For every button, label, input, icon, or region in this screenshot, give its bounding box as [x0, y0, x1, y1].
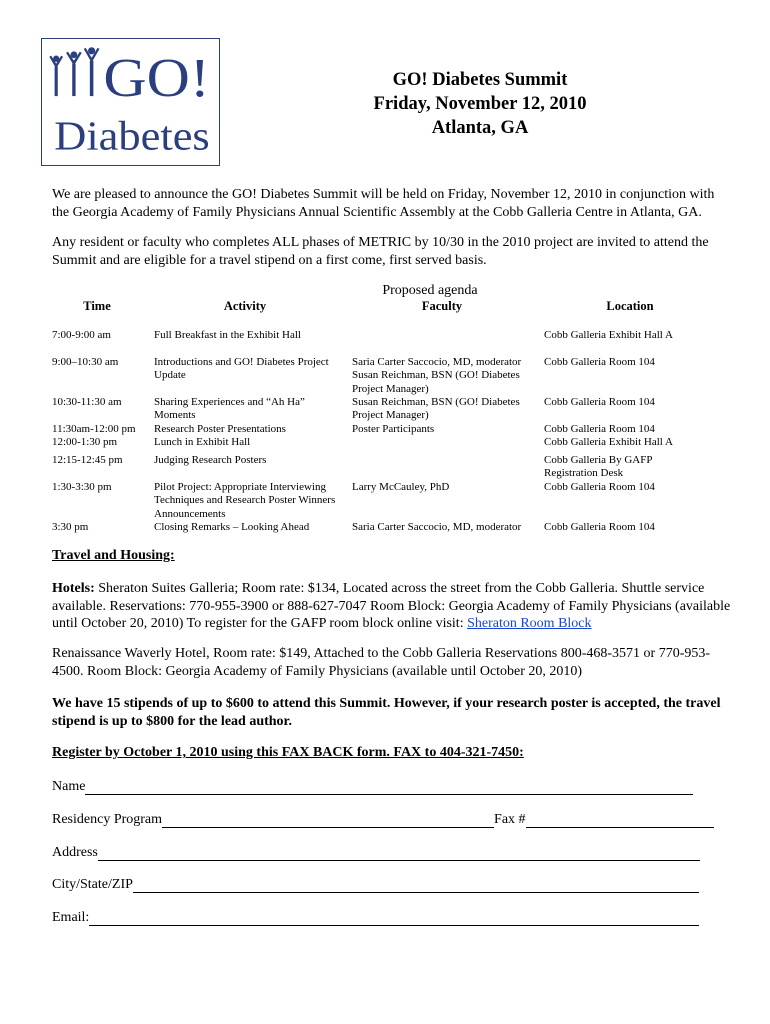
register-instruction: Register by October 1, 2010 using this FAX BACK form. FAX to 404-321-7450: [52, 745, 524, 760]
agenda-time: 10:30-11:30 am [52, 396, 122, 408]
email-input-line[interactable] [89, 913, 699, 926]
agenda-time: 12:00-1:30 pm [52, 436, 118, 448]
city-state-zip-field[interactable] [52, 875, 699, 893]
eligibility-paragraph: Any resident or faculty who completes ALL phases of METRIC by 10/30 in the 2010 project are invited to attend the Summit and are eligible for a travel stipend on a first come, first served basis. [52, 235, 709, 268]
fax-label: Fax # [494, 812, 526, 827]
residency-input-line[interactable] [162, 815, 494, 828]
agenda-activity: Closing Remarks – Looking Ahead [154, 521, 310, 533]
agenda-location: Cobb Galleria Room 104 [544, 521, 655, 533]
address-label: Address [52, 845, 98, 860]
agenda-activity: Lunch in Exhibit Hall [154, 436, 251, 448]
announcement-paragraph: We are pleased to announce the GO! Diabetes Summit will be held on Friday, November 12, 2010 in conjunction with the Georgia Academy of Family Physicians Annual Scientific Assembly at the Cobb Galleria Centre in Atlanta, GA. [52, 187, 715, 220]
hotels-label: Hotels: [52, 581, 95, 596]
agenda-location: Cobb Galleria Room 104 [544, 423, 655, 435]
agenda-time: 7:00-9:00 am [52, 329, 111, 341]
city-label: City/State/ZIP [52, 877, 133, 892]
city-input-line[interactable] [133, 880, 699, 893]
email-label: Email: [52, 910, 90, 925]
column-header-faculty: Faculty [421, 299, 463, 313]
agenda-location: Cobb Galleria Room 104 [544, 481, 655, 493]
agenda-time: 9:00–10:30 am [52, 356, 119, 368]
residency-program-field[interactable] [52, 810, 714, 828]
agenda-faculty: Susan Reichman, BSN (GO! Diabetes Project Manager) [352, 396, 520, 422]
go-diabetes-logo [41, 38, 220, 166]
logo-diabetes-text: Diabetes [54, 112, 210, 159]
agenda-time: 11:30am-12:00 pm [52, 423, 136, 435]
column-header-time: Time [83, 299, 111, 313]
logo-go-text: GO! [103, 47, 210, 109]
agenda-faculty: Saria Carter Saccocio, MD, moderator [352, 521, 522, 533]
fax-input-line[interactable] [526, 815, 714, 828]
hotels-text: Sheraton Suites Galleria; Room rate: $134, Located across the street from the Cobb Galleria. Shuttle service available. Reservations: 770-955-3900 or 888-627-7047 Room Block: Georgia Academy of Family Physicians (available until October 20, 2010) To register for the GAFP room block online visit: [52, 581, 731, 631]
column-header-location: Location [606, 299, 654, 313]
agenda-activity: Sharing Experiences and “Ah Ha” Moments [154, 396, 305, 422]
name-label: Name [52, 779, 86, 794]
agenda-activity: Full Breakfast in the Exhibit Hall [154, 329, 301, 341]
event-date: Friday, November 12, 2010 [373, 94, 587, 114]
event-title: GO! Diabetes Summit [392, 70, 568, 90]
renaissance-paragraph: Renaissance Waverly Hotel, Room rate: $149, Attached to the Cobb Galleria Reservations 800-468-3571 or 770-953-4500. Room Block: Georgia Academy of Family Physicians (available until October 20, 2010) [52, 646, 711, 679]
stipend-paragraph: We have 15 stipends of up to $600 to attend this Summit. However, if your research poster is accepted, the travel stipend is up to $800 for the lead author. [52, 696, 721, 729]
agenda-location: Cobb Galleria By GAFP Registration Desk [544, 454, 653, 480]
agenda-activity: Judging Research Posters [154, 454, 267, 466]
agenda-faculty: Poster Participants [352, 423, 435, 435]
agenda-location: Cobb Galleria Room 104 [544, 396, 655, 408]
agenda-faculty: Saria Carter Saccocio, MD, moderator Susan Reichman, BSN (GO! Diabetes Project Manager) [352, 356, 522, 395]
name-field[interactable] [52, 777, 693, 795]
name-input-line[interactable] [85, 782, 693, 795]
agenda-activity: Pilot Project: Appropriate Interviewing Techniques and Research Poster Winners Announcements [154, 481, 336, 520]
sheraton-room-block-link[interactable]: Sheraton Room Block [467, 616, 592, 631]
address-input-line[interactable] [98, 848, 700, 861]
residency-label: Residency Program [52, 812, 163, 827]
agenda-time: 1:30-3:30 pm [52, 481, 112, 493]
agenda-activity: Introductions and GO! Diabetes Project Update [154, 356, 329, 382]
event-location: Atlanta, GA [431, 118, 529, 138]
agenda-caption: Proposed agenda [382, 283, 478, 298]
hotels-paragraph [52, 580, 742, 633]
agenda-faculty: Larry McCauley, PhD [352, 481, 450, 493]
agenda-time: 12:15-12:45 pm [52, 454, 123, 466]
agenda-activity: Research Poster Presentations [154, 423, 286, 435]
agenda-location: Cobb Galleria Exhibit Hall A [544, 436, 673, 448]
agenda-location: Cobb Galleria Exhibit Hall A [544, 329, 673, 341]
column-header-activity: Activity [223, 299, 267, 313]
agenda-time: 3:30 pm [52, 521, 89, 533]
agenda-location: Cobb Galleria Room 104 [544, 356, 655, 368]
event-header [230, 68, 730, 140]
travel-heading: Travel and Housing: [52, 548, 175, 563]
figures-graphic [49, 47, 99, 96]
email-field[interactable] [52, 908, 699, 926]
address-field[interactable] [52, 843, 700, 861]
